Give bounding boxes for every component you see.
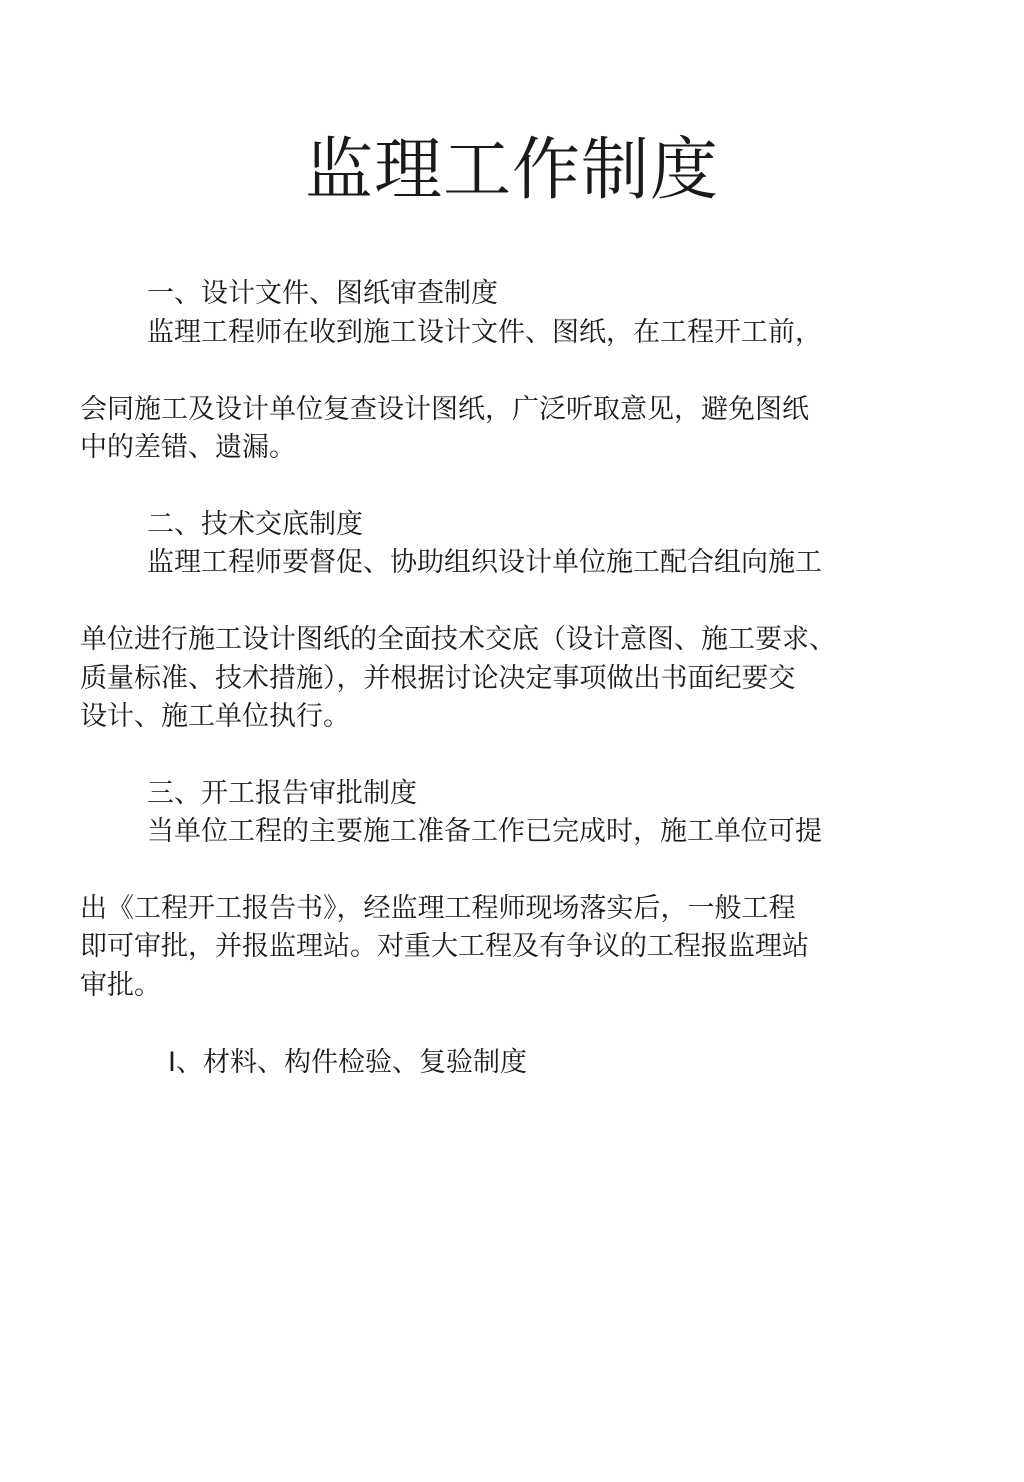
section-4-heading: I、材料、构件检验、复验制度: [168, 1047, 527, 1078]
section-2-paragraph-line: 质量标准、技术措施），并根据讨论决定事项做出书面纪要交: [80, 663, 796, 694]
section-2-paragraph-line: 监理工程师要督促、协助组织设计单位施工配合组向施工: [147, 547, 822, 578]
section-1-paragraph-line: 中的差错、遗漏。: [80, 432, 296, 463]
section-3-paragraph-line: 审批。: [80, 970, 161, 1001]
section-1-paragraph-line: 监理工程师在收到施工设计文件、图纸，在工程开工前，: [147, 317, 822, 348]
section-3-paragraph-line: 即可审批，并报监理站。对重大工程及有争议的工程报监理站: [80, 931, 809, 962]
section-3-heading: 三、开工报告审批制度: [147, 778, 417, 809]
section-1-heading: 一、设计文件、图纸审查制度: [147, 278, 498, 309]
section-2-paragraph-line: 设计、施工单位执行。: [80, 701, 350, 732]
section-1-paragraph-line: 会同施工及设计单位复查设计图纸，广泛听取意见，避免图纸: [80, 394, 809, 425]
section-3-paragraph-line: 当单位工程的主要施工准备工作已完成时，施工单位可提: [147, 816, 822, 847]
section-2-paragraph-line: 单位进行施工设计图纸的全面技术交底（设计意图、施工要求、: [80, 624, 836, 655]
section-2-heading: 二、技术交底制度: [147, 509, 363, 540]
section-3-paragraph-line: 出《工程开工报告书》，经监理工程师现场落实后，一般工程: [80, 893, 796, 924]
page-title: 监理工作制度: [304, 130, 719, 210]
